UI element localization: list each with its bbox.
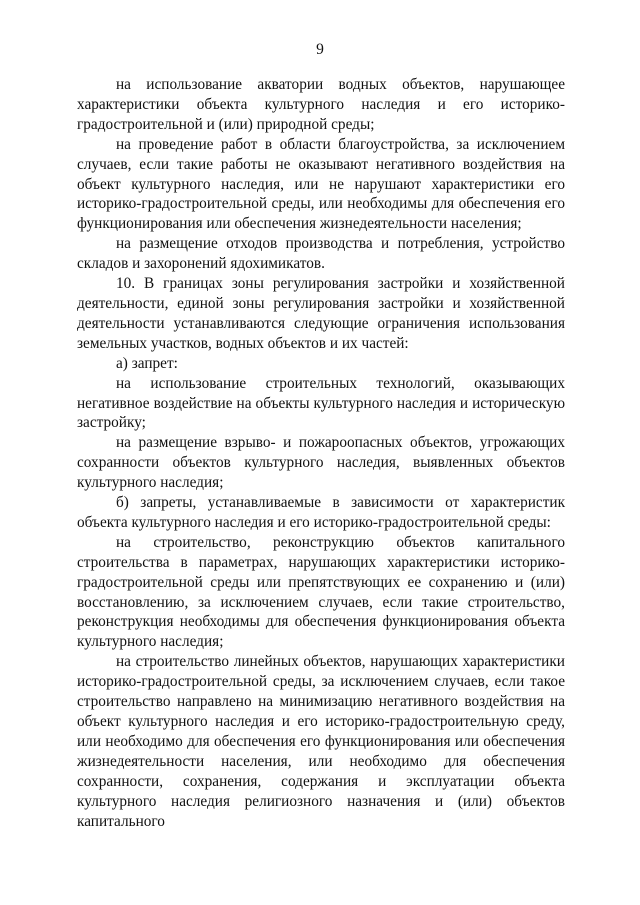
paragraph-6: на использование строительных технологий, оказывающих негативное воздействие на объекты культурного наследия и историческую застройку; xyxy=(77,374,565,432)
paragraph-2: на проведение работ в области благоустройства, за исключением случаев, если такие работы не оказывают негативного воздействия на объект культурного наследия, или не нарушают характеристики его историко-градостроительной среды, или необходимы для обеспечения его функционирования или обеспечения жизнедеятельности населения; xyxy=(77,135,565,233)
page-number: 9 xyxy=(316,41,324,58)
paragraph-5: а) запрет: xyxy=(116,354,178,372)
paragraph-7: на размещение взрыво- и пожароопасных объектов, угрожающих сохранности объектов культурного наследия, выявленных объектов культурного наследия; xyxy=(77,434,565,492)
paragraph-4: 10. В границах зоны регулирования застройки и хозяйственной деятельности, единой зоны регулирования застройки и хозяйственной деятельности устанавливаются следующие ограничения использования земельных участков, водных объектов и их частей: xyxy=(77,275,565,352)
paragraph-10: на строительство линейных объектов, нарушающих характеристики историко-градостроительной среды, за исключением случаев, если такое строительство направлено на минимизацию негативного воздействия на объект культурного наследия и его историко-градостроительную среду, или необходимо для обеспечения его функционирования или обеспечения жизнедеятельности населения, или необходимо для обеспечения сохранности, сохранения, содержания и эксплуатации объекта культурного наследия религиозного назначения и (или) объектов капитального xyxy=(77,653,565,830)
paragraph-9: на строительство, реконструкцию объектов капитального строительства в параметрах, нарушающих характеристики историко-градостроительной среды или препятствующих ее сохранению и (или) восстановлению, за исключением случаев, если такие строительство, реконструкция необходимы для обеспечения функционирования объекта культурного наследия; xyxy=(77,533,565,651)
paragraph-1: на использование акватории водных объектов, нарушающее характеристики объекта культурного наследия и его историко-градостроительной и (или) природной среды; xyxy=(77,76,565,133)
paragraph-3: на размещение отходов производства и потребления, устройство складов и захоронений ядохимикатов. xyxy=(77,235,565,273)
document-body xyxy=(77,75,565,831)
paragraph-8: б) запреты, устанавливаемые в зависимости от характеристик объекта культурного наследия и его историко-градостроительной среды: xyxy=(77,494,565,531)
